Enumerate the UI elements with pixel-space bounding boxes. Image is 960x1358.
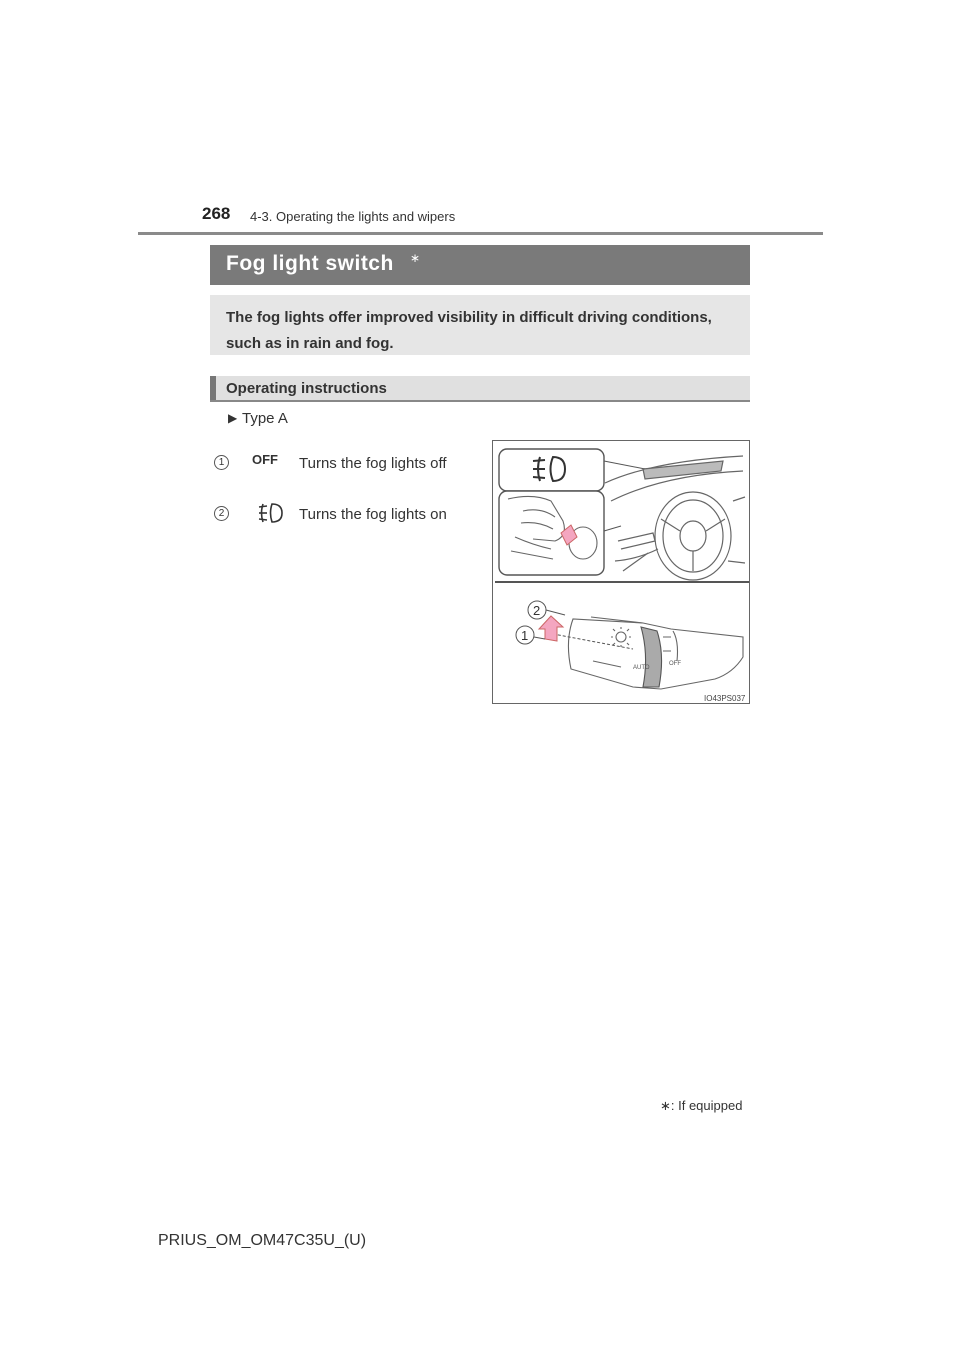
stalk-label-auto: AUTO — [633, 665, 650, 671]
item-number-1: 1 — [214, 455, 229, 470]
figure-code: IO43PS037 — [704, 694, 746, 703]
item-description-2: Turns the fog lights on — [299, 506, 447, 523]
intro-box — [210, 295, 750, 355]
off-symbol: OFF — [252, 452, 278, 467]
sub-header-accent — [210, 376, 216, 400]
sub-header — [210, 376, 750, 402]
intro-text: The fog lights offer improved visibility in difficult driving conditions, such as in rain and fog. — [226, 309, 712, 352]
title-bar — [210, 245, 750, 285]
header-rule — [138, 232, 823, 235]
document-code: PRIUS_OM_OM47C35U_(U) — [158, 1232, 367, 1249]
stalk-label-off: OFF — [669, 661, 681, 667]
light-control-ring — [641, 627, 662, 687]
rotate-up-arrow — [539, 616, 563, 641]
callout-2: 2 — [533, 603, 541, 618]
page-number: 268 — [202, 204, 231, 223]
triangle-marker-icon: ▶ — [228, 411, 238, 425]
sub-header-text: Operating instructions — [226, 380, 387, 397]
footnote: ∗: If equipped — [660, 1098, 743, 1113]
hand-inset — [499, 491, 604, 575]
page-title: Fog light switch — [226, 252, 394, 275]
section-title: 4-3. Operating the lights and wipers — [250, 209, 456, 224]
item-number-2: 2 — [214, 506, 229, 521]
dashboard-illustration — [605, 456, 745, 580]
figure — [492, 440, 750, 704]
if-equipped-marker: ∗ — [410, 251, 421, 265]
type-label: Type A — [242, 410, 288, 427]
callout-1: 1 — [521, 628, 529, 643]
front-fog-light-icon — [258, 502, 284, 524]
item-description-1: Turns the fog lights off — [299, 455, 447, 472]
